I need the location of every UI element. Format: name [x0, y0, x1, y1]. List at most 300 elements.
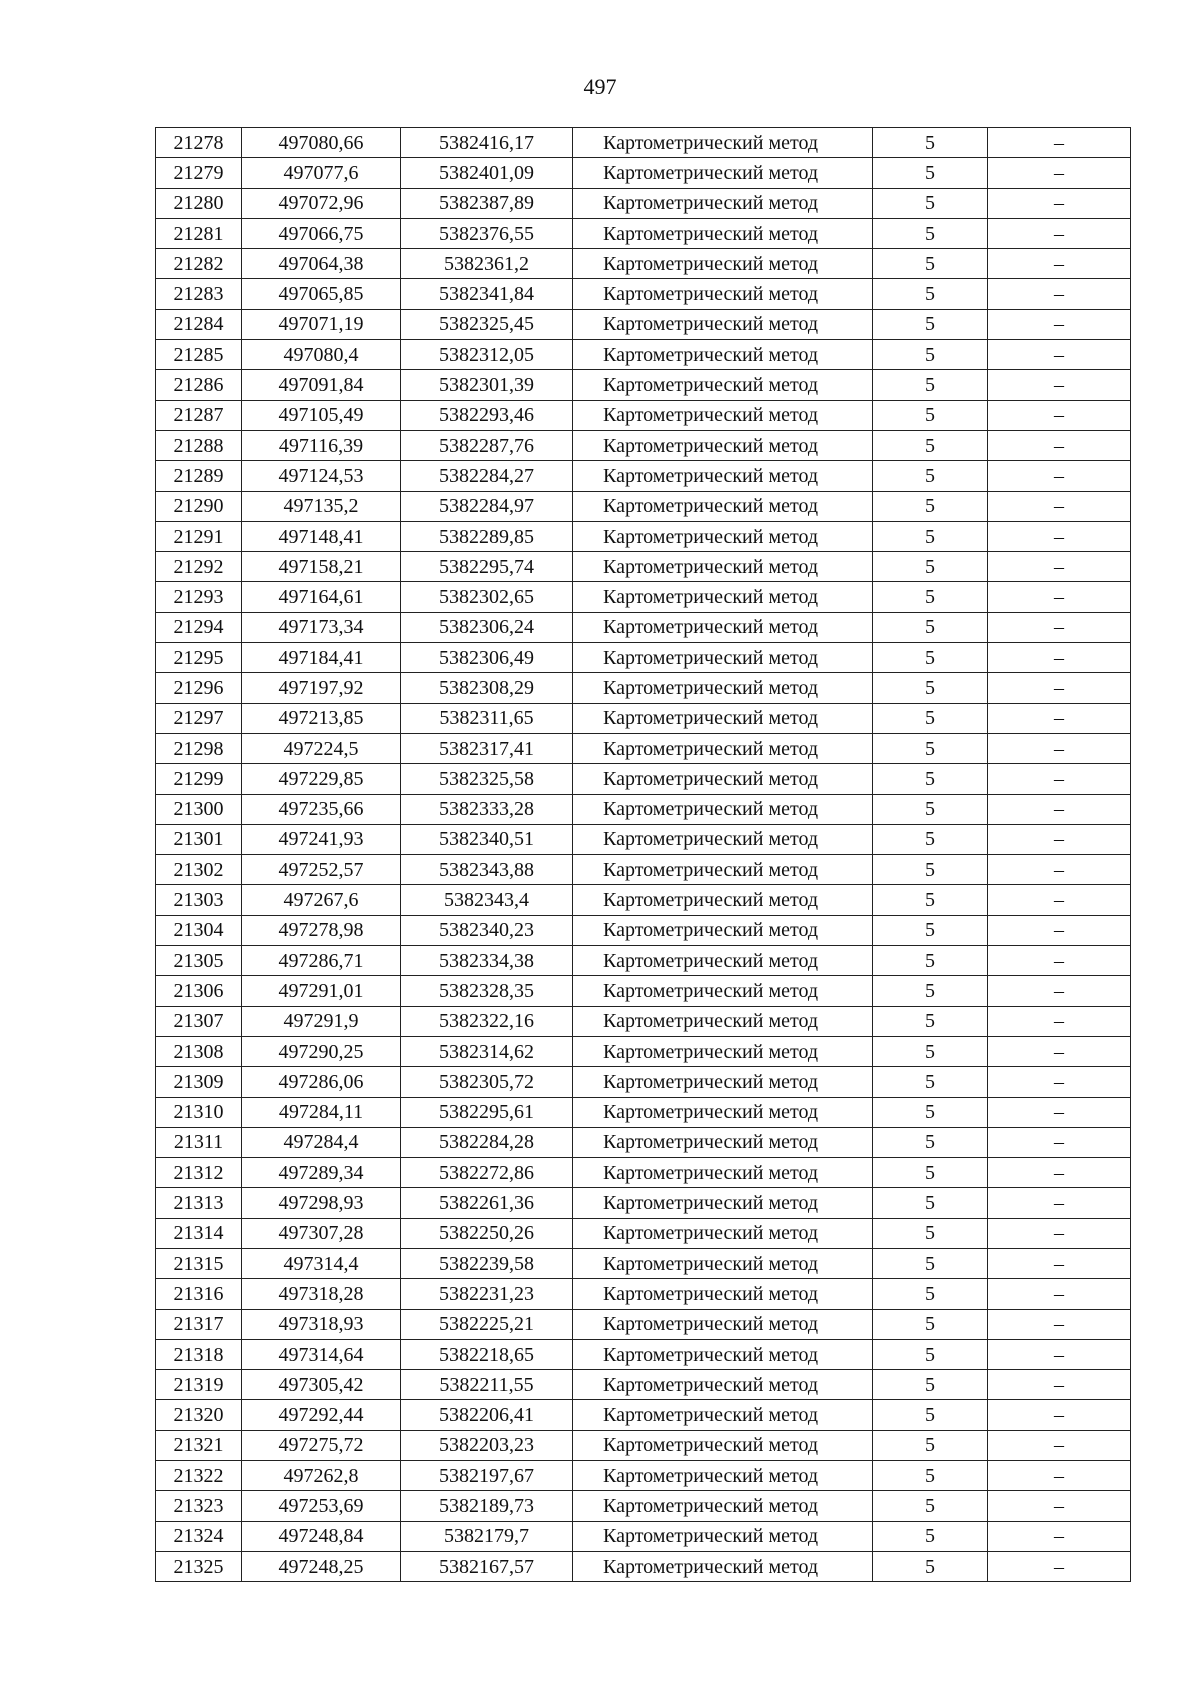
table-row — [156, 1370, 1131, 1400]
y-coordinate-cell: 5382306,24 — [401, 612, 573, 642]
method-cell: Картометрический метод — [573, 1491, 873, 1521]
description-cell: – — [988, 1491, 1131, 1521]
method-cell: Картометрический метод — [573, 733, 873, 763]
table-row — [156, 1248, 1131, 1278]
table-row — [156, 491, 1131, 521]
method-cell: Картометрический метод — [573, 673, 873, 703]
point-number-cell: 21280 — [156, 188, 242, 218]
point-number-cell: 21285 — [156, 340, 242, 370]
table-row — [156, 1006, 1131, 1036]
accuracy-cell: 5 — [873, 1309, 988, 1339]
table-row — [156, 158, 1131, 188]
x-coordinate-cell: 497116,39 — [242, 430, 401, 460]
method-cell: Картометрический метод — [573, 946, 873, 976]
method-cell: Картометрический метод — [573, 1461, 873, 1491]
point-number-cell: 21308 — [156, 1036, 242, 1066]
x-coordinate-cell: 497173,34 — [242, 612, 401, 642]
y-coordinate-cell: 5382340,23 — [401, 915, 573, 945]
point-number-cell: 21281 — [156, 218, 242, 248]
method-cell: Картометрический метод — [573, 764, 873, 794]
x-coordinate-cell: 497284,4 — [242, 1127, 401, 1157]
x-coordinate-cell: 497278,98 — [242, 915, 401, 945]
method-cell: Картометрический метод — [573, 824, 873, 854]
description-cell: – — [988, 1339, 1131, 1369]
point-number-cell: 21313 — [156, 1188, 242, 1218]
description-cell: – — [988, 885, 1131, 915]
x-coordinate-cell: 497252,57 — [242, 855, 401, 885]
x-coordinate-cell: 497318,28 — [242, 1279, 401, 1309]
x-coordinate-cell: 497290,25 — [242, 1036, 401, 1066]
method-cell: Картометрический метод — [573, 1158, 873, 1188]
method-cell: Картометрический метод — [573, 188, 873, 218]
point-number-cell: 21304 — [156, 915, 242, 945]
table-row — [156, 188, 1131, 218]
point-number-cell: 21325 — [156, 1551, 242, 1581]
coordinates-table — [155, 127, 1131, 1582]
table-row — [156, 249, 1131, 279]
y-coordinate-cell: 5382301,39 — [401, 370, 573, 400]
description-cell: – — [988, 1097, 1131, 1127]
method-cell: Картометрический метод — [573, 976, 873, 1006]
coordinates-table-body — [156, 128, 1131, 1582]
y-coordinate-cell: 5382197,67 — [401, 1461, 573, 1491]
x-coordinate-cell: 497262,8 — [242, 1461, 401, 1491]
y-coordinate-cell: 5382401,09 — [401, 158, 573, 188]
description-cell: – — [988, 158, 1131, 188]
point-number-cell: 21303 — [156, 885, 242, 915]
accuracy-cell: 5 — [873, 976, 988, 1006]
table-row — [156, 461, 1131, 491]
accuracy-cell: 5 — [873, 612, 988, 642]
table-row — [156, 340, 1131, 370]
y-coordinate-cell: 5382167,57 — [401, 1551, 573, 1581]
accuracy-cell: 5 — [873, 491, 988, 521]
y-coordinate-cell: 5382206,41 — [401, 1400, 573, 1430]
table-row — [156, 1218, 1131, 1248]
y-coordinate-cell: 5382343,4 — [401, 885, 573, 915]
y-coordinate-cell: 5382284,27 — [401, 461, 573, 491]
description-cell: – — [988, 1127, 1131, 1157]
table-row — [156, 1551, 1131, 1581]
x-coordinate-cell: 497184,41 — [242, 643, 401, 673]
method-cell: Картометрический метод — [573, 643, 873, 673]
point-number-cell: 21321 — [156, 1430, 242, 1460]
y-coordinate-cell: 5382189,73 — [401, 1491, 573, 1521]
table-row — [156, 521, 1131, 551]
point-number-cell: 21309 — [156, 1067, 242, 1097]
y-coordinate-cell: 5382361,2 — [401, 249, 573, 279]
method-cell: Картометрический метод — [573, 1339, 873, 1369]
x-coordinate-cell: 497091,84 — [242, 370, 401, 400]
x-coordinate-cell: 497275,72 — [242, 1430, 401, 1460]
y-coordinate-cell: 5382343,88 — [401, 855, 573, 885]
y-coordinate-cell: 5382211,55 — [401, 1370, 573, 1400]
x-coordinate-cell: 497248,25 — [242, 1551, 401, 1581]
y-coordinate-cell: 5382289,85 — [401, 521, 573, 551]
accuracy-cell: 5 — [873, 1370, 988, 1400]
accuracy-cell: 5 — [873, 309, 988, 339]
description-cell: – — [988, 915, 1131, 945]
method-cell: Картометрический метод — [573, 1400, 873, 1430]
accuracy-cell: 5 — [873, 461, 988, 491]
table-row — [156, 1430, 1131, 1460]
description-cell: – — [988, 1461, 1131, 1491]
table-row — [156, 128, 1131, 158]
x-coordinate-cell: 497248,84 — [242, 1521, 401, 1551]
point-number-cell: 21283 — [156, 279, 242, 309]
description-cell: – — [988, 128, 1131, 158]
x-coordinate-cell: 497307,28 — [242, 1218, 401, 1248]
method-cell: Картометрический метод — [573, 1551, 873, 1581]
y-coordinate-cell: 5382295,74 — [401, 552, 573, 582]
description-cell: – — [988, 1309, 1131, 1339]
description-cell: – — [988, 976, 1131, 1006]
y-coordinate-cell: 5382328,35 — [401, 976, 573, 1006]
accuracy-cell: 5 — [873, 1400, 988, 1430]
method-cell: Картометрический метод — [573, 158, 873, 188]
description-cell: – — [988, 461, 1131, 491]
x-coordinate-cell: 497224,5 — [242, 733, 401, 763]
accuracy-cell: 5 — [873, 1491, 988, 1521]
method-cell: Картометрический метод — [573, 885, 873, 915]
description-cell: – — [988, 249, 1131, 279]
accuracy-cell: 5 — [873, 673, 988, 703]
accuracy-cell: 5 — [873, 885, 988, 915]
method-cell: Картометрический метод — [573, 1248, 873, 1278]
description-cell: – — [988, 309, 1131, 339]
method-cell: Картометрический метод — [573, 915, 873, 945]
description-cell: – — [988, 1430, 1131, 1460]
method-cell: Картометрический метод — [573, 521, 873, 551]
y-coordinate-cell: 5382179,7 — [401, 1521, 573, 1551]
description-cell: – — [988, 1218, 1131, 1248]
table-row — [156, 218, 1131, 248]
accuracy-cell: 5 — [873, 1430, 988, 1460]
point-number-cell: 21315 — [156, 1248, 242, 1278]
accuracy-cell: 5 — [873, 340, 988, 370]
point-number-cell: 21317 — [156, 1309, 242, 1339]
description-cell: – — [988, 1521, 1131, 1551]
x-coordinate-cell: 497286,71 — [242, 946, 401, 976]
table-row — [156, 1158, 1131, 1188]
point-number-cell: 21296 — [156, 673, 242, 703]
accuracy-cell: 5 — [873, 1158, 988, 1188]
point-number-cell: 21323 — [156, 1491, 242, 1521]
point-number-cell: 21298 — [156, 733, 242, 763]
method-cell: Картометрический метод — [573, 1430, 873, 1460]
table-row — [156, 400, 1131, 430]
y-coordinate-cell: 5382325,58 — [401, 764, 573, 794]
method-cell: Картометрический метод — [573, 1279, 873, 1309]
method-cell: Картометрический метод — [573, 703, 873, 733]
table-row — [156, 430, 1131, 460]
description-cell: – — [988, 1036, 1131, 1066]
method-cell: Картометрический метод — [573, 309, 873, 339]
accuracy-cell: 5 — [873, 643, 988, 673]
accuracy-cell: 5 — [873, 1339, 988, 1369]
accuracy-cell: 5 — [873, 430, 988, 460]
accuracy-cell: 5 — [873, 824, 988, 854]
method-cell: Картометрический метод — [573, 430, 873, 460]
y-coordinate-cell: 5382325,45 — [401, 309, 573, 339]
accuracy-cell: 5 — [873, 1521, 988, 1551]
point-number-cell: 21316 — [156, 1279, 242, 1309]
x-coordinate-cell: 497066,75 — [242, 218, 401, 248]
accuracy-cell: 5 — [873, 1097, 988, 1127]
accuracy-cell: 5 — [873, 1218, 988, 1248]
table-row — [156, 855, 1131, 885]
table-row — [156, 1067, 1131, 1097]
point-number-cell: 21318 — [156, 1339, 242, 1369]
table-row — [156, 279, 1131, 309]
point-number-cell: 21278 — [156, 128, 242, 158]
y-coordinate-cell: 5382250,26 — [401, 1218, 573, 1248]
point-number-cell: 21299 — [156, 764, 242, 794]
description-cell: – — [988, 1158, 1131, 1188]
table-row — [156, 582, 1131, 612]
x-coordinate-cell: 497305,42 — [242, 1370, 401, 1400]
description-cell: – — [988, 521, 1131, 551]
x-coordinate-cell: 497197,92 — [242, 673, 401, 703]
accuracy-cell: 5 — [873, 855, 988, 885]
table-row — [156, 1400, 1131, 1430]
point-number-cell: 21289 — [156, 461, 242, 491]
accuracy-cell: 5 — [873, 1036, 988, 1066]
accuracy-cell: 5 — [873, 521, 988, 551]
method-cell: Картометрический метод — [573, 855, 873, 885]
point-number-cell: 21310 — [156, 1097, 242, 1127]
x-coordinate-cell: 497065,85 — [242, 279, 401, 309]
point-number-cell: 21282 — [156, 249, 242, 279]
y-coordinate-cell: 5382261,36 — [401, 1188, 573, 1218]
accuracy-cell: 5 — [873, 946, 988, 976]
description-cell: – — [988, 643, 1131, 673]
point-number-cell: 21286 — [156, 370, 242, 400]
accuracy-cell: 5 — [873, 158, 988, 188]
description-cell: – — [988, 552, 1131, 582]
y-coordinate-cell: 5382334,38 — [401, 946, 573, 976]
description-cell: – — [988, 1279, 1131, 1309]
accuracy-cell: 5 — [873, 794, 988, 824]
y-coordinate-cell: 5382311,65 — [401, 703, 573, 733]
x-coordinate-cell: 497291,01 — [242, 976, 401, 1006]
point-number-cell: 21293 — [156, 582, 242, 612]
y-coordinate-cell: 5382225,21 — [401, 1309, 573, 1339]
y-coordinate-cell: 5382314,62 — [401, 1036, 573, 1066]
point-number-cell: 21295 — [156, 643, 242, 673]
description-cell: – — [988, 855, 1131, 885]
y-coordinate-cell: 5382302,65 — [401, 582, 573, 612]
description-cell: – — [988, 1551, 1131, 1581]
table-row — [156, 643, 1131, 673]
point-number-cell: 21311 — [156, 1127, 242, 1157]
y-coordinate-cell: 5382317,41 — [401, 733, 573, 763]
table-row — [156, 1097, 1131, 1127]
description-cell: – — [988, 703, 1131, 733]
description-cell: – — [988, 1067, 1131, 1097]
method-cell: Картометрический метод — [573, 552, 873, 582]
accuracy-cell: 5 — [873, 1127, 988, 1157]
y-coordinate-cell: 5382203,23 — [401, 1430, 573, 1460]
x-coordinate-cell: 497291,9 — [242, 1006, 401, 1036]
table-row — [156, 976, 1131, 1006]
y-coordinate-cell: 5382341,84 — [401, 279, 573, 309]
accuracy-cell: 5 — [873, 733, 988, 763]
description-cell: – — [988, 673, 1131, 703]
description-cell: – — [988, 491, 1131, 521]
method-cell: Картометрический метод — [573, 340, 873, 370]
y-coordinate-cell: 5382231,23 — [401, 1279, 573, 1309]
x-coordinate-cell: 497164,61 — [242, 582, 401, 612]
point-number-cell: 21297 — [156, 703, 242, 733]
table-row — [156, 1339, 1131, 1369]
x-coordinate-cell: 497286,06 — [242, 1067, 401, 1097]
table-row — [156, 824, 1131, 854]
y-coordinate-cell: 5382306,49 — [401, 643, 573, 673]
point-number-cell: 21284 — [156, 309, 242, 339]
description-cell: – — [988, 400, 1131, 430]
x-coordinate-cell: 497318,93 — [242, 1309, 401, 1339]
point-number-cell: 21302 — [156, 855, 242, 885]
accuracy-cell: 5 — [873, 582, 988, 612]
table-row — [156, 1279, 1131, 1309]
point-number-cell: 21288 — [156, 430, 242, 460]
x-coordinate-cell: 497314,4 — [242, 1248, 401, 1278]
accuracy-cell: 5 — [873, 703, 988, 733]
method-cell: Картометрический метод — [573, 1127, 873, 1157]
x-coordinate-cell: 497072,96 — [242, 188, 401, 218]
table-row — [156, 612, 1131, 642]
point-number-cell: 21324 — [156, 1521, 242, 1551]
x-coordinate-cell: 497077,6 — [242, 158, 401, 188]
accuracy-cell: 5 — [873, 400, 988, 430]
y-coordinate-cell: 5382287,76 — [401, 430, 573, 460]
method-cell: Картометрический метод — [573, 1097, 873, 1127]
description-cell: – — [988, 1400, 1131, 1430]
description-cell: – — [988, 824, 1131, 854]
table-row — [156, 673, 1131, 703]
description-cell: – — [988, 279, 1131, 309]
x-coordinate-cell: 497135,2 — [242, 491, 401, 521]
method-cell: Картометрический метод — [573, 218, 873, 248]
x-coordinate-cell: 497284,11 — [242, 1097, 401, 1127]
y-coordinate-cell: 5382333,28 — [401, 794, 573, 824]
description-cell: – — [988, 733, 1131, 763]
method-cell: Картометрический метод — [573, 370, 873, 400]
accuracy-cell: 5 — [873, 1551, 988, 1581]
description-cell: – — [988, 218, 1131, 248]
description-cell: – — [988, 764, 1131, 794]
method-cell: Картометрический метод — [573, 491, 873, 521]
accuracy-cell: 5 — [873, 128, 988, 158]
accuracy-cell: 5 — [873, 249, 988, 279]
y-coordinate-cell: 5382284,28 — [401, 1127, 573, 1157]
point-number-cell: 21292 — [156, 552, 242, 582]
description-cell: – — [988, 794, 1131, 824]
description-cell: – — [988, 370, 1131, 400]
table-row — [156, 885, 1131, 915]
method-cell: Картометрический метод — [573, 1309, 873, 1339]
point-number-cell: 21314 — [156, 1218, 242, 1248]
y-coordinate-cell: 5382387,89 — [401, 188, 573, 218]
description-cell: – — [988, 1006, 1131, 1036]
x-coordinate-cell: 497158,21 — [242, 552, 401, 582]
table-row — [156, 1521, 1131, 1551]
table-row — [156, 1461, 1131, 1491]
point-number-cell: 21287 — [156, 400, 242, 430]
method-cell: Картометрический метод — [573, 1067, 873, 1097]
description-cell: – — [988, 1370, 1131, 1400]
x-coordinate-cell: 497267,6 — [242, 885, 401, 915]
accuracy-cell: 5 — [873, 764, 988, 794]
x-coordinate-cell: 497229,85 — [242, 764, 401, 794]
method-cell: Картометрический метод — [573, 279, 873, 309]
description-cell: – — [988, 430, 1131, 460]
table-row — [156, 794, 1131, 824]
table-row — [156, 946, 1131, 976]
y-coordinate-cell: 5382376,55 — [401, 218, 573, 248]
accuracy-cell: 5 — [873, 218, 988, 248]
method-cell: Картометрический метод — [573, 1036, 873, 1066]
table-row — [156, 764, 1131, 794]
table-row — [156, 1309, 1131, 1339]
method-cell: Картометрический метод — [573, 249, 873, 279]
table-row — [156, 309, 1131, 339]
point-number-cell: 21312 — [156, 1158, 242, 1188]
x-coordinate-cell: 497080,4 — [242, 340, 401, 370]
point-number-cell: 21301 — [156, 824, 242, 854]
method-cell: Картометрический метод — [573, 794, 873, 824]
y-coordinate-cell: 5382305,72 — [401, 1067, 573, 1097]
table-row — [156, 370, 1131, 400]
point-number-cell: 21294 — [156, 612, 242, 642]
table-row — [156, 915, 1131, 945]
y-coordinate-cell: 5382340,51 — [401, 824, 573, 854]
point-number-cell: 21305 — [156, 946, 242, 976]
accuracy-cell: 5 — [873, 370, 988, 400]
y-coordinate-cell: 5382416,17 — [401, 128, 573, 158]
description-cell: – — [988, 1188, 1131, 1218]
method-cell: Картометрический метод — [573, 1006, 873, 1036]
point-number-cell: 21306 — [156, 976, 242, 1006]
x-coordinate-cell: 497298,93 — [242, 1188, 401, 1218]
method-cell: Картометрический метод — [573, 612, 873, 642]
x-coordinate-cell: 497105,49 — [242, 400, 401, 430]
method-cell: Картометрический метод — [573, 400, 873, 430]
table-row — [156, 1491, 1131, 1521]
x-coordinate-cell: 497235,66 — [242, 794, 401, 824]
y-coordinate-cell: 5382293,46 — [401, 400, 573, 430]
description-cell: – — [988, 582, 1131, 612]
x-coordinate-cell: 497213,85 — [242, 703, 401, 733]
page-number: 497 — [583, 74, 617, 99]
method-cell: Картометрический метод — [573, 1521, 873, 1551]
method-cell: Картометрический метод — [573, 128, 873, 158]
accuracy-cell: 5 — [873, 1067, 988, 1097]
y-coordinate-cell: 5382239,58 — [401, 1248, 573, 1278]
accuracy-cell: 5 — [873, 1188, 988, 1218]
method-cell: Картометрический метод — [573, 1218, 873, 1248]
accuracy-cell: 5 — [873, 1279, 988, 1309]
y-coordinate-cell: 5382272,86 — [401, 1158, 573, 1188]
y-coordinate-cell: 5382308,29 — [401, 673, 573, 703]
table-row — [156, 1036, 1131, 1066]
y-coordinate-cell: 5382218,65 — [401, 1339, 573, 1369]
description-cell: – — [988, 340, 1131, 370]
accuracy-cell: 5 — [873, 552, 988, 582]
description-cell: – — [988, 188, 1131, 218]
accuracy-cell: 5 — [873, 279, 988, 309]
